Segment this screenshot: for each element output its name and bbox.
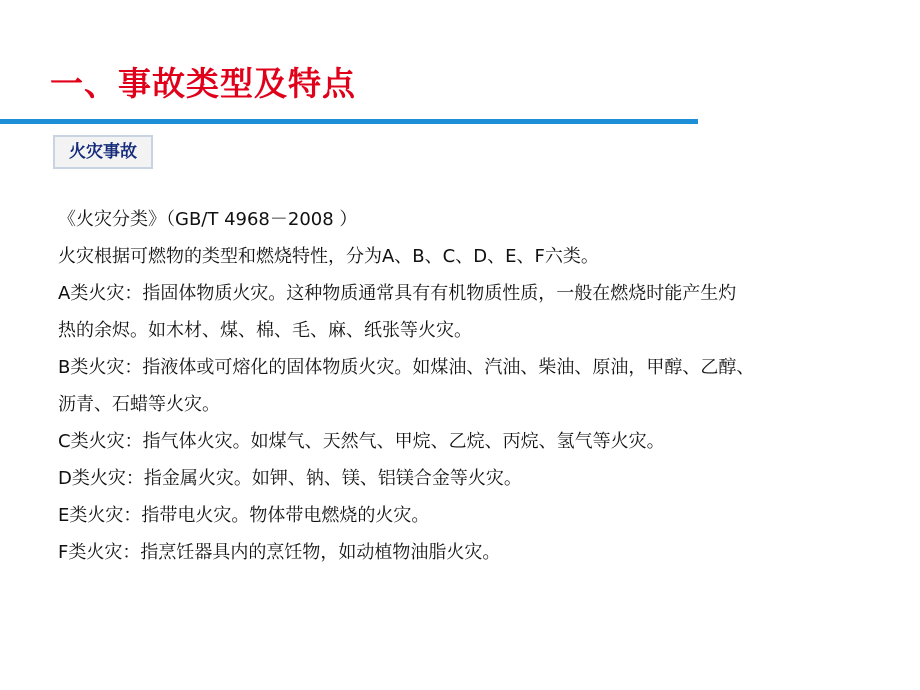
body-text [58,205,858,575]
class-e-line: E类火灾：指带电火灾。物体带电燃烧的火灾。 [58,505,430,526]
classification-intro-line: 火灾根据可燃物的类型和燃烧特性，分为A、B、C、D、E、F六类。 [58,246,599,267]
class-a-line-2: 热的余烬。如木材、煤、棉、毛、麻、纸张等火灾。 [58,320,472,341]
class-c-line: C类火灾：指气体火灾。如煤气、天然气、甲烷、乙烷、丙烷、氢气等火灾。 [58,431,665,452]
title-underline [0,119,698,124]
class-d-line: D类火灾：指金属火灾。如钾、钠、镁、铝镁合金等火灾。 [58,468,522,489]
section-tag: 火灾事故 [53,135,153,169]
slide-title: 一、事故类型及特点 [50,64,356,103]
standard-reference-line: 《火灾分类》（GB/T 4968－2008 ） [58,209,358,230]
class-b-line-2: 沥青、石蜡等火灾。 [58,394,220,415]
class-b-line-1: B类火灾：指液体或可熔化的固体物质火灾。如煤油、汽油、柴油、原油，甲醇、乙醇、 [58,357,755,378]
class-a-line-1: A类火灾：指固体物质火灾。这种物质通常具有有机物质性质，一般在燃烧时能产生灼 [58,283,737,304]
class-f-line: F类火灾：指烹饪器具内的烹饪物，如动植物油脂火灾。 [58,542,501,563]
